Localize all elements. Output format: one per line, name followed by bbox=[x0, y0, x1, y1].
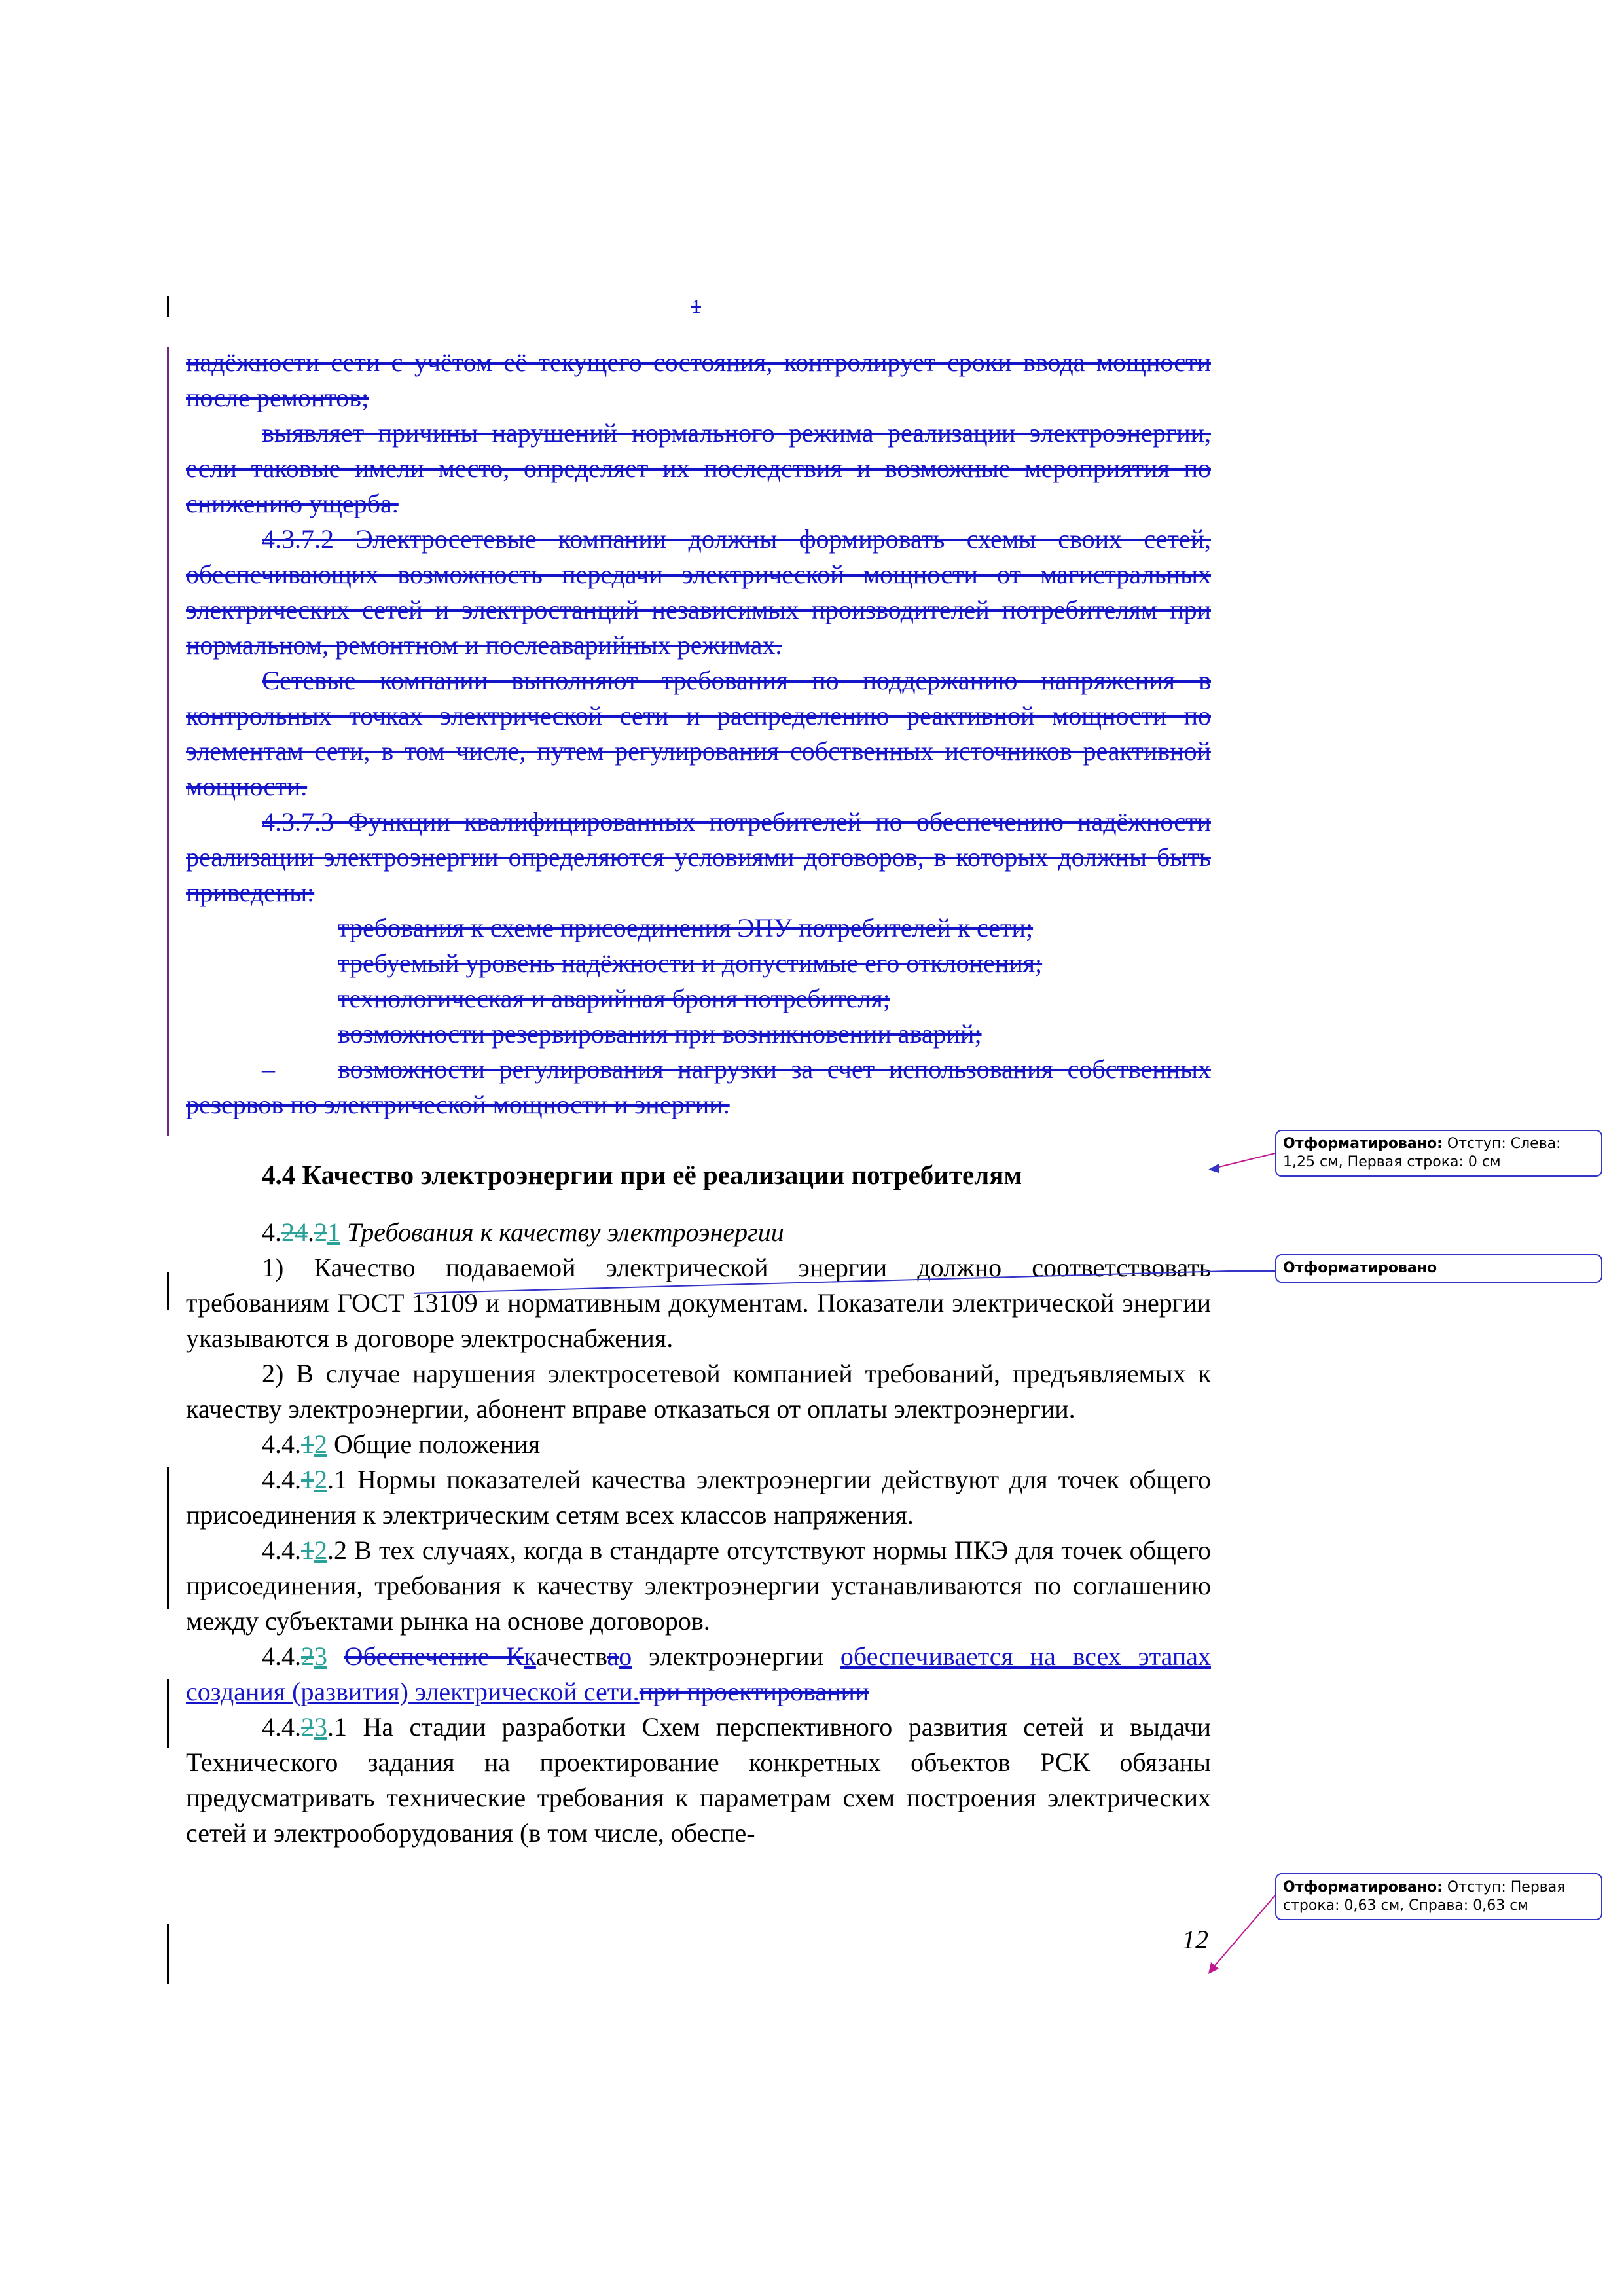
subsection-4-4-2-2: 4.4.12.2 В тех случаях, когда в стандарте отсутствуют нормы ПКЭ для точек общего присоединения, требования к качеству электроэнергии устанавливаются по соглашению между субъектами рынка на основе договоров. bbox=[186, 1535, 1211, 1636]
subsection-4-4-2: 4.4.12 Общие положения bbox=[262, 1429, 541, 1459]
connector-arrow bbox=[1208, 1962, 1219, 1974]
deleted-paragraph: Сетевые компании выполняют требования по поддержанию напряжения в контрольных точках электрической сети и распределению реактивной мощности по элементам сети, в том числе, путем регулирования собственных источников реактивной мощности. bbox=[186, 666, 1211, 801]
header-mark: 1 bbox=[691, 296, 701, 317]
subsection-4-4-3-1: 4.4.23.1 На стадии разработки Схем перспективного развития сетей и выдачи Технического задания на проектирование конкретных объектов РСК обязаны предусматривать технические требования к параметрам схем построения электрических сетей и электрооборудования (в том числе, обеспе- bbox=[186, 1712, 1211, 1848]
subsection-4-2-1: 4.24.21 Требования к качеству электроэнергии 1) Качество подаваемой электрической энергии должно соответствовать требованиям ГОСТ 13109 и нормативным документам. Показатели электрической энергии указываются в договоре электроснабжения. 2) В случае нарушения электросетевой компанией требований, предъявляемых к качеству электроэнергии, абонент вправе отказаться от оплаты электроэнергии. 4.4.12 Общие положения 4.4.12.1 Нормы показателей качества электроэнергии действуют для точек общего присоединения к электрическим сетям всех классов напряжения. 4.4.12.2 В тех случаях, когда в стандарте отсутствуют нормы ПКЭ для точек общего присоединения, требования к качеству электроэнергии устанавливаются по соглашению между субъектами рынка на основе договоров. 4.4.23 Обеспечение Ккачествао электроэнергии обеспечивается на всех этапах создания (развития) электрической сети.при проектировании 4.4.23.1 На стадии разработки Схем перспективного развития сетей и выдачи Технического задания на проектирование конкретных объектов РСК обязаны предусматривать технические требования к параметрам схем построения электрических сетей и электрооборудования (в том числе, обеспе- bbox=[186, 1215, 1211, 1851]
deleted-paragraph: выявляет причины нарушений нормального режима реализации электроэнергии, если таковые имели место, определяет их последствия и возможные мероприятия по снижению ущерба. bbox=[186, 418, 1211, 518]
deleted-list-item: возможности резервирования при возникновении аварий; bbox=[338, 1019, 982, 1049]
deleted-paragraph: 4.3.7.2 Электросетевые компании должны формировать схемы своих сетей, обеспечивающих возможность передачи электрической мощности от магистральных электрических сетей и электростанций независимых производителей потребителям при нормальном, ремонтном и послеаварийных режимах. bbox=[186, 524, 1211, 660]
paragraph-1: 1) Качество подаваемой электрической энергии должно соответствовать требованиям ГОСТ 13109 и нормативным документам. Показатели электрической энергии указываются в договоре электроснабжения. bbox=[186, 1253, 1212, 1353]
deleted-list-item: – возможности регулирования нагрузки за счет использования собственных резервов по электрической мощности и энергии. bbox=[186, 1054, 1211, 1119]
paragraph-2: 2) В случае нарушения электросетевой компанией требований, предъявляемых к качеству электроэнергии, абонент вправе отказаться от оплаты электроэнергии. bbox=[186, 1359, 1211, 1424]
subsection-4-4-3: 4.4.23 Обеспечение Ккачествао электроэнергии обеспечивается на всех этапах создания (развития) электрической сети.при проектировании bbox=[186, 1641, 1212, 1706]
deleted-paragraph: 4.3.7.3 Функции квалифицированных потребителей по обеспечению надёжности реализации электроэнергии определяются условиями договоров, в которых должны быть приведены: bbox=[186, 807, 1211, 907]
connector-line bbox=[1211, 1895, 1275, 1970]
deleted-list-item: технологическая и аварийная броня потребителя; bbox=[338, 984, 890, 1013]
subsection-4-4-2-1: 4.4.12.1 Нормы показателей качества электроэнергии действуют для точек общего присоединения к электрическим сетям всех классов напряжения. bbox=[186, 1465, 1211, 1530]
connector-line bbox=[1211, 1153, 1275, 1169]
connector-line bbox=[414, 1271, 1228, 1293]
format-comment[interactable]: Отформатировано: Отступ: Первая строка: 0,63 см, Справа: 0,63 см bbox=[1275, 1873, 1602, 1920]
format-comment[interactable]: Отформатировано bbox=[1275, 1254, 1602, 1283]
format-comment[interactable]: Отформатировано: Отступ: Слева: 1,25 см, Первая строка: 0 см bbox=[1275, 1130, 1602, 1177]
deleted-list-item: требования к схеме присоединения ЭПУ потребителей к сети; bbox=[338, 913, 1034, 942]
deleted-list-item: требуемый уровень надёжности и допустимые его отклонения; bbox=[338, 948, 1043, 978]
deleted-paragraph: надёжности сети с учётом её текущего состояния, контролирует сроки ввода мощности после ремонтов; bbox=[186, 348, 1211, 412]
page-number: 12 bbox=[1182, 1925, 1208, 1954]
connector-arrow bbox=[1208, 1164, 1219, 1173]
section-heading: 4.4 Качество электроэнергии при её реализации потребителям bbox=[262, 1160, 1022, 1190]
